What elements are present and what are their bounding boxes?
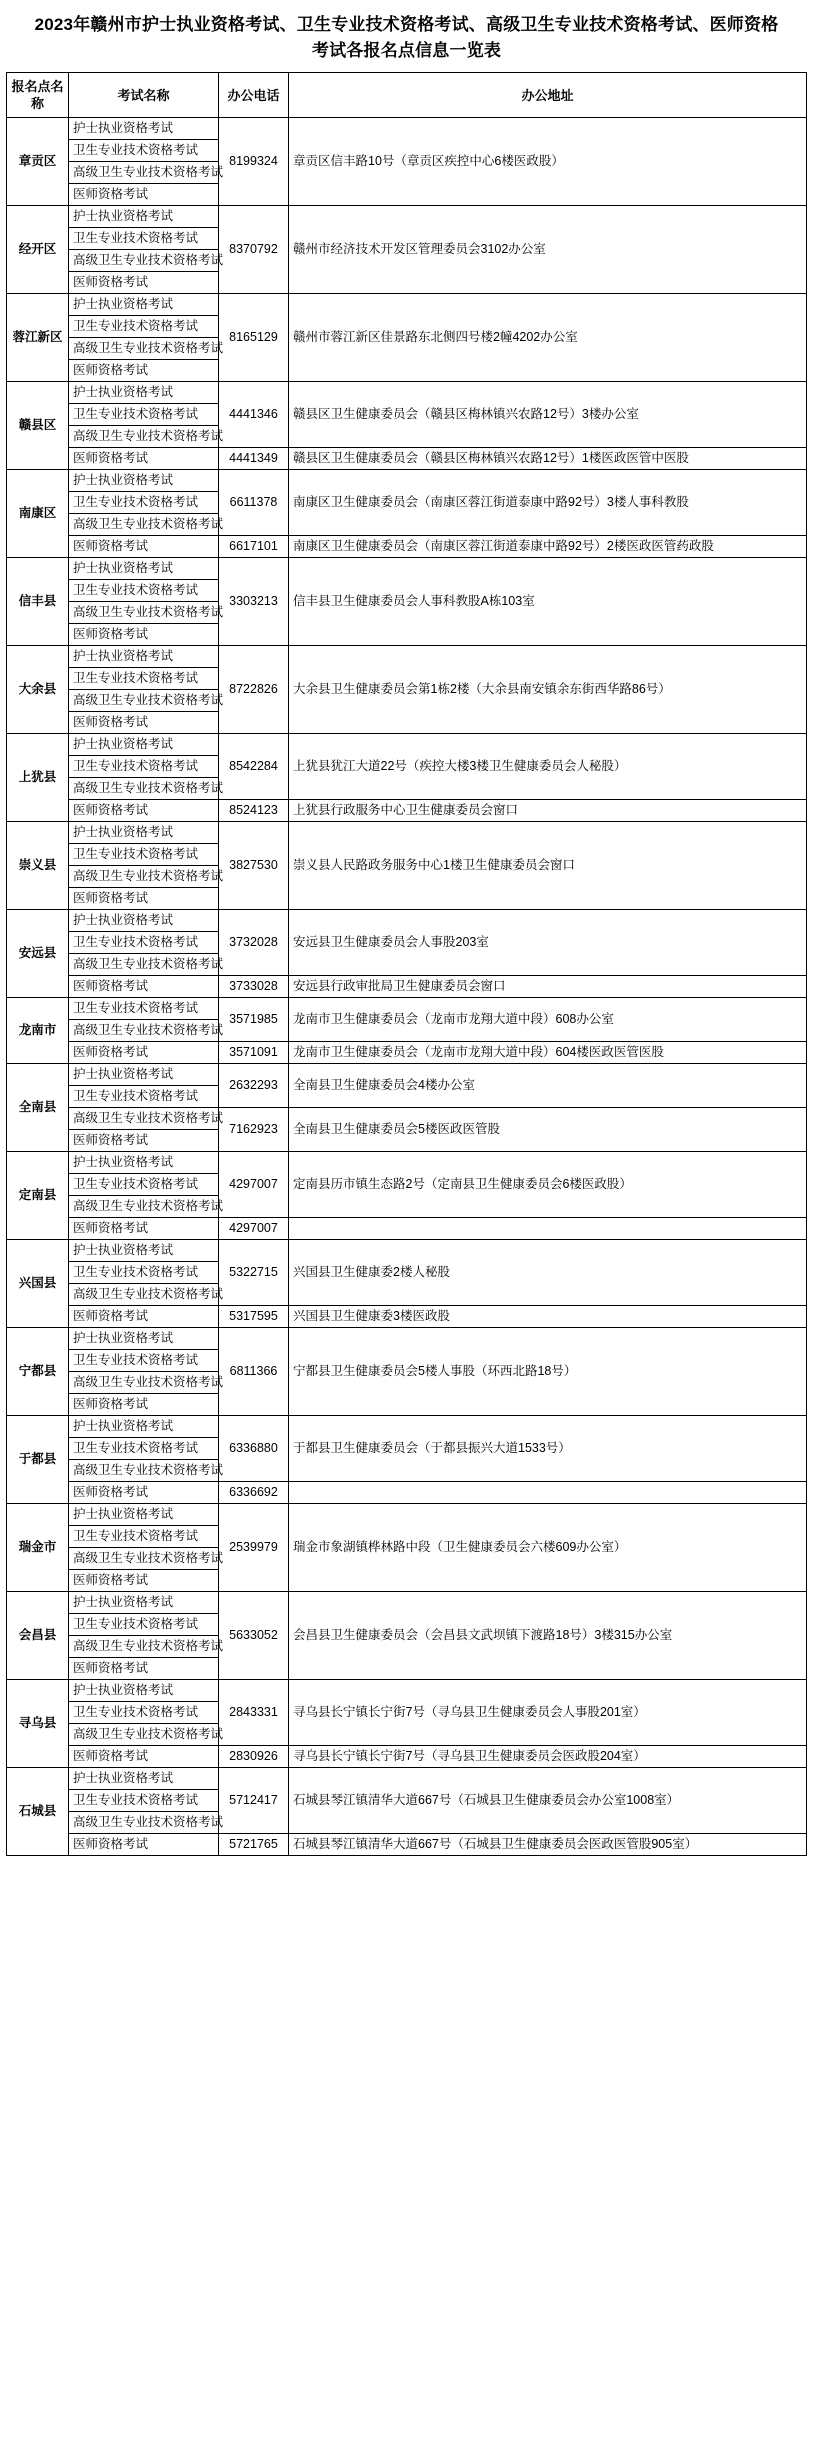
exam-name-cell: 卫生专业技术资格考试 <box>69 580 219 602</box>
office-address-cell: 石城县琴江镇清华大道667号（石城县卫生健康委员会办公室1008室） <box>289 1768 807 1834</box>
exam-name-cell: 高级卫生专业技术资格考试 <box>69 1460 219 1482</box>
office-phone-cell: 4297007 <box>219 1218 289 1240</box>
exam-name-cell: 高级卫生专业技术资格考试 <box>69 1724 219 1746</box>
table-header <box>7 73 807 118</box>
exam-name-cell: 高级卫生专业技术资格考试 <box>69 1812 219 1834</box>
site-name-cell: 龙南市 <box>7 998 69 1064</box>
office-address-cell: 会昌县卫生健康委员会（会昌县文武坝镇下渡路18号）3楼315办公室 <box>289 1592 807 1680</box>
exam-name-cell: 卫生专业技术资格考试 <box>69 1790 219 1812</box>
table-row <box>7 1306 807 1328</box>
table-row <box>7 118 807 140</box>
table-row <box>7 1108 807 1130</box>
office-phone-cell: 6617101 <box>219 536 289 558</box>
office-address-cell: 兴国县卫生健康委3楼医政股 <box>289 1306 807 1328</box>
table-row <box>7 294 807 316</box>
exam-name-cell: 卫生专业技术资格考试 <box>69 668 219 690</box>
exam-name-cell: 卫生专业技术资格考试 <box>69 1086 219 1108</box>
exam-name-cell: 护士执业资格考试 <box>69 382 219 404</box>
exam-name-cell: 高级卫生专业技术资格考试 <box>69 1196 219 1218</box>
table-row <box>7 1240 807 1262</box>
exam-name-cell: 高级卫生专业技术资格考试 <box>69 1372 219 1394</box>
table-row <box>7 646 807 668</box>
exam-name-cell: 卫生专业技术资格考试 <box>69 1262 219 1284</box>
table-row <box>7 800 807 822</box>
office-address-cell: 大余县卫生健康委员会第1栋2楼（大余县南安镇余东街西华路86号） <box>289 646 807 734</box>
exam-name-cell: 医师资格考试 <box>69 1746 219 1768</box>
office-address-cell: 信丰县卫生健康委员会人事科教股A栋103室 <box>289 558 807 646</box>
exam-name-cell: 护士执业资格考试 <box>69 206 219 228</box>
office-address-cell: 安远县卫生健康委员会人事股203室 <box>289 910 807 976</box>
exam-name-cell: 护士执业资格考试 <box>69 822 219 844</box>
site-name-cell: 会昌县 <box>7 1592 69 1680</box>
exam-name-cell: 医师资格考试 <box>69 1658 219 1680</box>
table-row <box>7 1152 807 1174</box>
exam-name-cell: 卫生专业技术资格考试 <box>69 1174 219 1196</box>
table-row <box>7 448 807 470</box>
office-phone-cell: 4297007 <box>219 1152 289 1218</box>
table-row <box>7 382 807 404</box>
site-name-cell: 石城县 <box>7 1768 69 1856</box>
exam-name-cell: 医师资格考试 <box>69 888 219 910</box>
exam-name-cell: 护士执业资格考试 <box>69 470 219 492</box>
office-phone-cell: 2539979 <box>219 1504 289 1592</box>
office-address-cell: 全南县卫生健康委员会4楼办公室 <box>289 1064 807 1108</box>
exam-name-cell: 高级卫生专业技术资格考试 <box>69 1108 219 1130</box>
office-address-cell <box>289 1482 807 1504</box>
table-row <box>7 1504 807 1526</box>
exam-name-cell: 卫生专业技术资格考试 <box>69 844 219 866</box>
office-address-cell: 南康区卫生健康委员会（南康区蓉江街道泰康中路92号）2楼医政医管药政股 <box>289 536 807 558</box>
exam-name-cell: 高级卫生专业技术资格考试 <box>69 866 219 888</box>
exam-name-cell: 医师资格考试 <box>69 448 219 470</box>
office-address-cell: 石城县琴江镇清华大道667号（石城县卫生健康委员会医政医管股905室） <box>289 1834 807 1856</box>
exam-name-cell: 卫生专业技术资格考试 <box>69 998 219 1020</box>
exam-name-cell: 护士执业资格考试 <box>69 1152 219 1174</box>
exam-name-cell: 护士执业资格考试 <box>69 910 219 932</box>
office-phone-cell: 3571985 <box>219 998 289 1042</box>
exam-name-cell: 医师资格考试 <box>69 360 219 382</box>
office-address-cell: 宁都县卫生健康委员会5楼人事股（环西北路18号） <box>289 1328 807 1416</box>
exam-name-cell: 医师资格考试 <box>69 1834 219 1856</box>
table-row <box>7 1746 807 1768</box>
office-address-cell: 赣州市经济技术开发区管理委员会3102办公室 <box>289 206 807 294</box>
site-name-cell: 于都县 <box>7 1416 69 1504</box>
office-phone-cell: 3732028 <box>219 910 289 976</box>
exam-name-cell: 医师资格考试 <box>69 1306 219 1328</box>
exam-name-cell: 卫生专业技术资格考试 <box>69 316 219 338</box>
office-phone-cell: 8542284 <box>219 734 289 800</box>
site-name-cell: 瑞金市 <box>7 1504 69 1592</box>
registration-sites-table <box>6 72 807 1856</box>
exam-name-cell: 医师资格考试 <box>69 624 219 646</box>
exam-name-cell: 护士执业资格考试 <box>69 1768 219 1790</box>
exam-name-cell: 高级卫生专业技术资格考试 <box>69 690 219 712</box>
site-name-cell: 经开区 <box>7 206 69 294</box>
exam-name-cell: 卫生专业技术资格考试 <box>69 228 219 250</box>
exam-name-cell: 高级卫生专业技术资格考试 <box>69 1284 219 1306</box>
office-phone-cell: 7162923 <box>219 1108 289 1152</box>
office-phone-cell: 5712417 <box>219 1768 289 1834</box>
office-phone-cell: 3303213 <box>219 558 289 646</box>
exam-name-cell: 卫生专业技术资格考试 <box>69 1438 219 1460</box>
exam-name-cell: 医师资格考试 <box>69 1482 219 1504</box>
exam-name-cell: 高级卫生专业技术资格考试 <box>69 426 219 448</box>
table-row <box>7 558 807 580</box>
site-name-cell: 蓉江新区 <box>7 294 69 382</box>
office-phone-cell: 5322715 <box>219 1240 289 1306</box>
exam-name-cell: 护士执业资格考试 <box>69 1592 219 1614</box>
office-address-cell: 崇义县人民路政务服务中心1楼卫生健康委员会窗口 <box>289 822 807 910</box>
exam-name-cell: 医师资格考试 <box>69 712 219 734</box>
exam-name-cell: 护士执业资格考试 <box>69 1680 219 1702</box>
office-phone-cell: 2830926 <box>219 1746 289 1768</box>
exam-name-cell: 医师资格考试 <box>69 1570 219 1592</box>
col-header-phone: 办公电话 <box>219 73 289 118</box>
table-row <box>7 1064 807 1086</box>
office-phone-cell: 8722826 <box>219 646 289 734</box>
office-address-cell: 寻乌县长宁镇长宁街7号（寻乌县卫生健康委员会人事股201室） <box>289 1680 807 1746</box>
exam-name-cell: 高级卫生专业技术资格考试 <box>69 954 219 976</box>
table-row <box>7 206 807 228</box>
table-row <box>7 1592 807 1614</box>
table-row <box>7 976 807 998</box>
office-phone-cell: 3733028 <box>219 976 289 998</box>
office-phone-cell: 6336880 <box>219 1416 289 1482</box>
office-address-cell: 兴国县卫生健康委2楼人秘股 <box>289 1240 807 1306</box>
site-name-cell: 赣县区 <box>7 382 69 470</box>
site-name-cell: 南康区 <box>7 470 69 558</box>
office-phone-cell: 6336692 <box>219 1482 289 1504</box>
exam-name-cell: 医师资格考试 <box>69 976 219 998</box>
office-phone-cell: 2843331 <box>219 1680 289 1746</box>
exam-name-cell: 高级卫生专业技术资格考试 <box>69 162 219 184</box>
exam-name-cell: 护士执业资格考试 <box>69 1064 219 1086</box>
table-row <box>7 1834 807 1856</box>
table-row <box>7 910 807 932</box>
exam-name-cell: 医师资格考试 <box>69 1394 219 1416</box>
site-name-cell: 信丰县 <box>7 558 69 646</box>
exam-name-cell: 护士执业资格考试 <box>69 646 219 668</box>
office-address-cell <box>289 1218 807 1240</box>
office-address-cell: 龙南市卫生健康委员会（龙南市龙翔大道中段）604楼医政医管医股 <box>289 1042 807 1064</box>
exam-name-cell: 医师资格考试 <box>69 1042 219 1064</box>
office-phone-cell: 3571091 <box>219 1042 289 1064</box>
site-name-cell: 定南县 <box>7 1152 69 1240</box>
exam-name-cell: 高级卫生专业技术资格考试 <box>69 338 219 360</box>
exam-name-cell: 护士执业资格考试 <box>69 558 219 580</box>
site-name-cell: 大余县 <box>7 646 69 734</box>
exam-name-cell: 医师资格考试 <box>69 184 219 206</box>
office-phone-cell: 2632293 <box>219 1064 289 1108</box>
office-address-cell: 瑞金市象湖镇桦林路中段（卫生健康委员会六楼609办公室） <box>289 1504 807 1592</box>
office-phone-cell: 4441346 <box>219 382 289 448</box>
table-row <box>7 1680 807 1702</box>
exam-name-cell: 医师资格考试 <box>69 800 219 822</box>
site-name-cell: 章贡区 <box>7 118 69 206</box>
office-phone-cell: 5633052 <box>219 1592 289 1680</box>
site-name-cell: 寻乌县 <box>7 1680 69 1768</box>
exam-name-cell: 高级卫生专业技术资格考试 <box>69 1548 219 1570</box>
exam-name-cell: 高级卫生专业技术资格考试 <box>69 514 219 536</box>
table-row <box>7 1416 807 1438</box>
exam-name-cell: 高级卫生专业技术资格考试 <box>69 250 219 272</box>
table-row <box>7 734 807 756</box>
exam-name-cell: 卫生专业技术资格考试 <box>69 1526 219 1548</box>
office-phone-cell: 5317595 <box>219 1306 289 1328</box>
col-header-address: 办公地址 <box>289 73 807 118</box>
table-row <box>7 1768 807 1790</box>
site-name-cell: 兴国县 <box>7 1240 69 1328</box>
exam-name-cell: 护士执业资格考试 <box>69 1416 219 1438</box>
table-row <box>7 470 807 492</box>
exam-name-cell: 护士执业资格考试 <box>69 1504 219 1526</box>
office-phone-cell: 6811366 <box>219 1328 289 1416</box>
office-phone-cell: 8524123 <box>219 800 289 822</box>
exam-name-cell: 卫生专业技术资格考试 <box>69 932 219 954</box>
exam-name-cell: 医师资格考试 <box>69 1218 219 1240</box>
table-row <box>7 998 807 1020</box>
office-phone-cell: 3827530 <box>219 822 289 910</box>
office-address-cell: 上犹县犹江大道22号（疾控大楼3楼卫生健康委员会人秘股） <box>289 734 807 800</box>
exam-name-cell: 卫生专业技术资格考试 <box>69 140 219 162</box>
exam-name-cell: 卫生专业技术资格考试 <box>69 1350 219 1372</box>
exam-name-cell: 医师资格考试 <box>69 1130 219 1152</box>
table-row <box>7 1328 807 1350</box>
exam-name-cell: 护士执业资格考试 <box>69 1240 219 1262</box>
office-address-cell: 于都县卫生健康委员会（于都县振兴大道1533号） <box>289 1416 807 1482</box>
col-header-site: 报名点名称 <box>7 73 69 118</box>
office-phone-cell: 8199324 <box>219 118 289 206</box>
site-name-cell: 崇义县 <box>7 822 69 910</box>
site-name-cell: 安远县 <box>7 910 69 998</box>
exam-name-cell: 高级卫生专业技术资格考试 <box>69 1020 219 1042</box>
office-phone-cell: 6611378 <box>219 470 289 536</box>
site-name-cell: 上犹县 <box>7 734 69 822</box>
exam-name-cell: 卫生专业技术资格考试 <box>69 492 219 514</box>
office-phone-cell: 8370792 <box>219 206 289 294</box>
office-address-cell: 南康区卫生健康委员会（南康区蓉江街道泰康中路92号）3楼人事科教股 <box>289 470 807 536</box>
exam-name-cell: 医师资格考试 <box>69 272 219 294</box>
exam-name-cell: 护士执业资格考试 <box>69 118 219 140</box>
exam-name-cell: 高级卫生专业技术资格考试 <box>69 1636 219 1658</box>
office-phone-cell: 8165129 <box>219 294 289 382</box>
exam-name-cell: 卫生专业技术资格考试 <box>69 756 219 778</box>
table-row <box>7 1042 807 1064</box>
office-address-cell: 赣县区卫生健康委员会（赣县区梅林镇兴农路12号）1楼医政医管中医股 <box>289 448 807 470</box>
exam-name-cell: 卫生专业技术资格考试 <box>69 404 219 426</box>
table-header-row <box>7 73 807 118</box>
table-body <box>7 118 807 1856</box>
office-phone-cell: 5721765 <box>219 1834 289 1856</box>
table-row <box>7 1218 807 1240</box>
office-address-cell: 寻乌县长宁镇长宁街7号（寻乌县卫生健康委员会医政股204室） <box>289 1746 807 1768</box>
exam-name-cell: 高级卫生专业技术资格考试 <box>69 602 219 624</box>
exam-name-cell: 卫生专业技术资格考试 <box>69 1702 219 1724</box>
office-address-cell: 赣州市蓉江新区佳景路东北侧四号楼2幢4202办公室 <box>289 294 807 382</box>
office-address-cell: 上犹县行政服务中心卫生健康委员会窗口 <box>289 800 807 822</box>
site-name-cell: 宁都县 <box>7 1328 69 1416</box>
office-address-cell: 章贡区信丰路10号（章贡区疾控中心6楼医政股） <box>289 118 807 206</box>
office-address-cell: 全南县卫生健康委员会5楼医政医管股 <box>289 1108 807 1152</box>
exam-name-cell: 护士执业资格考试 <box>69 1328 219 1350</box>
exam-name-cell: 护士执业资格考试 <box>69 294 219 316</box>
exam-name-cell: 护士执业资格考试 <box>69 734 219 756</box>
exam-name-cell: 卫生专业技术资格考试 <box>69 1614 219 1636</box>
office-address-cell: 定南县历市镇生态路2号（定南县卫生健康委员会6楼医政股） <box>289 1152 807 1218</box>
office-address-cell: 赣县区卫生健康委员会（赣县区梅林镇兴农路12号）3楼办公室 <box>289 382 807 448</box>
page-title: 2023年赣州市护士执业资格考试、卫生专业技术资格考试、高级卫生专业技术资格考试、医师资格考试各报名点信息一览表 <box>34 15 779 60</box>
office-address-cell: 安远县行政审批局卫生健康委员会窗口 <box>289 976 807 998</box>
table-row <box>7 822 807 844</box>
site-name-cell: 全南县 <box>7 1064 69 1152</box>
exam-name-cell: 高级卫生专业技术资格考试 <box>69 778 219 800</box>
col-header-exam: 考试名称 <box>69 73 219 118</box>
exam-name-cell: 医师资格考试 <box>69 536 219 558</box>
table-row <box>7 1482 807 1504</box>
office-phone-cell: 4441349 <box>219 448 289 470</box>
office-address-cell: 龙南市卫生健康委员会（龙南市龙翔大道中段）608办公室 <box>289 998 807 1042</box>
table-row <box>7 536 807 558</box>
